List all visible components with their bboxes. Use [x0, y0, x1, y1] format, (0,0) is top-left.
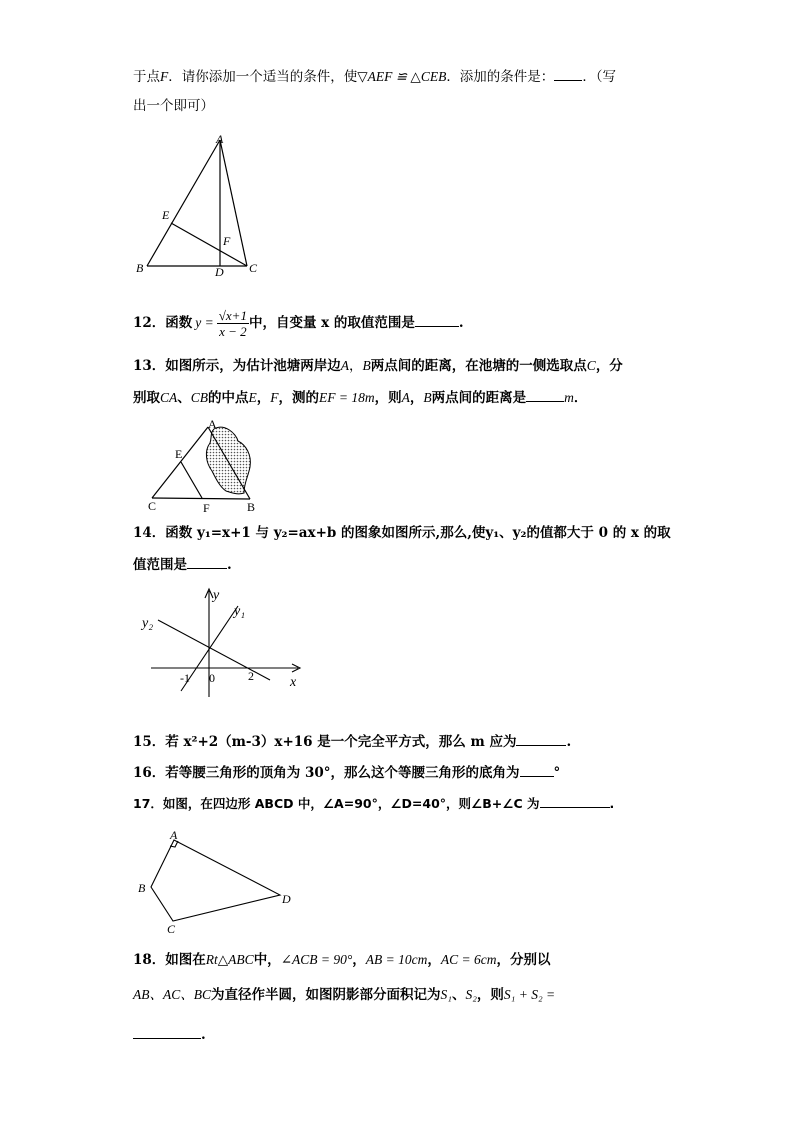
q13-line2: 别取CA、CB的中点E，F，测的EF = 18m，则A，B两点间的距离是 m． [133, 387, 587, 408]
answer-blank[interactable] [133, 1024, 201, 1039]
label-F: F [203, 501, 210, 515]
label-2: 2 [248, 669, 254, 683]
label-F: F [223, 234, 231, 248]
label-C: C [249, 261, 258, 275]
label-y2: y₂ [142, 616, 154, 631]
label-B: B [138, 881, 146, 895]
q18-line1: 18．如图在Rt△ABC中，∠ACB = 90°，AB = 10cm，AC = 6cm，分别以 [133, 952, 551, 968]
label-A: A [170, 828, 178, 842]
label-D: D [282, 892, 291, 906]
label-E: E [162, 208, 170, 222]
q17-line: 17．如图，在四边形 ABCD 中，∠A=90°，∠D=40°，则∠B+∠C 为 . [133, 793, 614, 814]
segment-CE [171, 223, 247, 266]
label-y-axis: y [213, 588, 220, 603]
q11-triangle-figure [130, 128, 270, 280]
answer-blank[interactable] [520, 762, 554, 777]
pond-shape [206, 427, 250, 494]
segment-CB [152, 498, 250, 499]
q14-graph-figure [138, 585, 308, 703]
q17-quadrilateral-figure [134, 826, 299, 938]
q13-line1: 13．如图所示，为估计池塘两岸边A，B两点间的距离，在池塘的一侧选取点C，分 [133, 358, 623, 374]
label-E: E [175, 447, 183, 461]
label-y1: y₁ [234, 604, 246, 619]
q13-pond-figure [140, 415, 270, 515]
side-AB [147, 140, 220, 266]
label-B: B [247, 500, 256, 514]
q12-fraction: $\frac{√x+1}{x - 2}$ [218, 308, 247, 339]
answer-blank[interactable] [187, 554, 227, 569]
answer-blank[interactable] [554, 66, 582, 81]
quadrilateral-ABCD [151, 840, 280, 921]
label-A: A [216, 132, 224, 146]
label-A: A [208, 417, 217, 431]
answer-blank[interactable] [526, 387, 564, 402]
q15-line: 15．若 x²+2（m-3）x+16 是一个完全平方式，那么 m 应为 . [133, 731, 571, 752]
q16-line: 16．若等腰三角形的顶角为 30°，那么这个等腰三角形的底角为 ° [133, 762, 560, 783]
label-neg1: -1 [180, 671, 190, 685]
answer-blank[interactable] [516, 731, 566, 746]
q18-line2: AB、AC、BC为直径作半圆，如图阴影部分面积记为S₁、S₂，则S₁ + S₂ = [133, 987, 556, 1003]
label-D: D [215, 265, 224, 279]
label-C: C [148, 499, 157, 513]
q11-line1: 于点F．请你添加一个适当的条件，使▽AEF ≌ △CEB．添加的条件是： ．（写 [133, 66, 616, 87]
q12-line: 12．函数 y = $\frac{√x+1}{x - 2}$ 中，自变量 x 的取值范围是 . [133, 308, 464, 339]
label-C: C [167, 922, 176, 936]
answer-blank[interactable] [415, 312, 459, 327]
answer-blank[interactable] [540, 793, 610, 808]
q18-line3: . [133, 1024, 206, 1045]
label-origin: 0 [209, 671, 215, 685]
q14-line1: 14．函数 y₁=x+1 与 y₂=ax+b 的图象如图所示,那么,使y₁、y₂的值都大于 0 的 x 的取 [133, 525, 671, 541]
q14-line2: 值范围是 . [133, 554, 232, 575]
segment-EF [181, 462, 202, 498]
q11-line2: 出一个即可） [133, 98, 214, 114]
label-B: B [136, 261, 144, 275]
segment-CA [152, 427, 208, 498]
label-x-axis: x [290, 675, 297, 690]
